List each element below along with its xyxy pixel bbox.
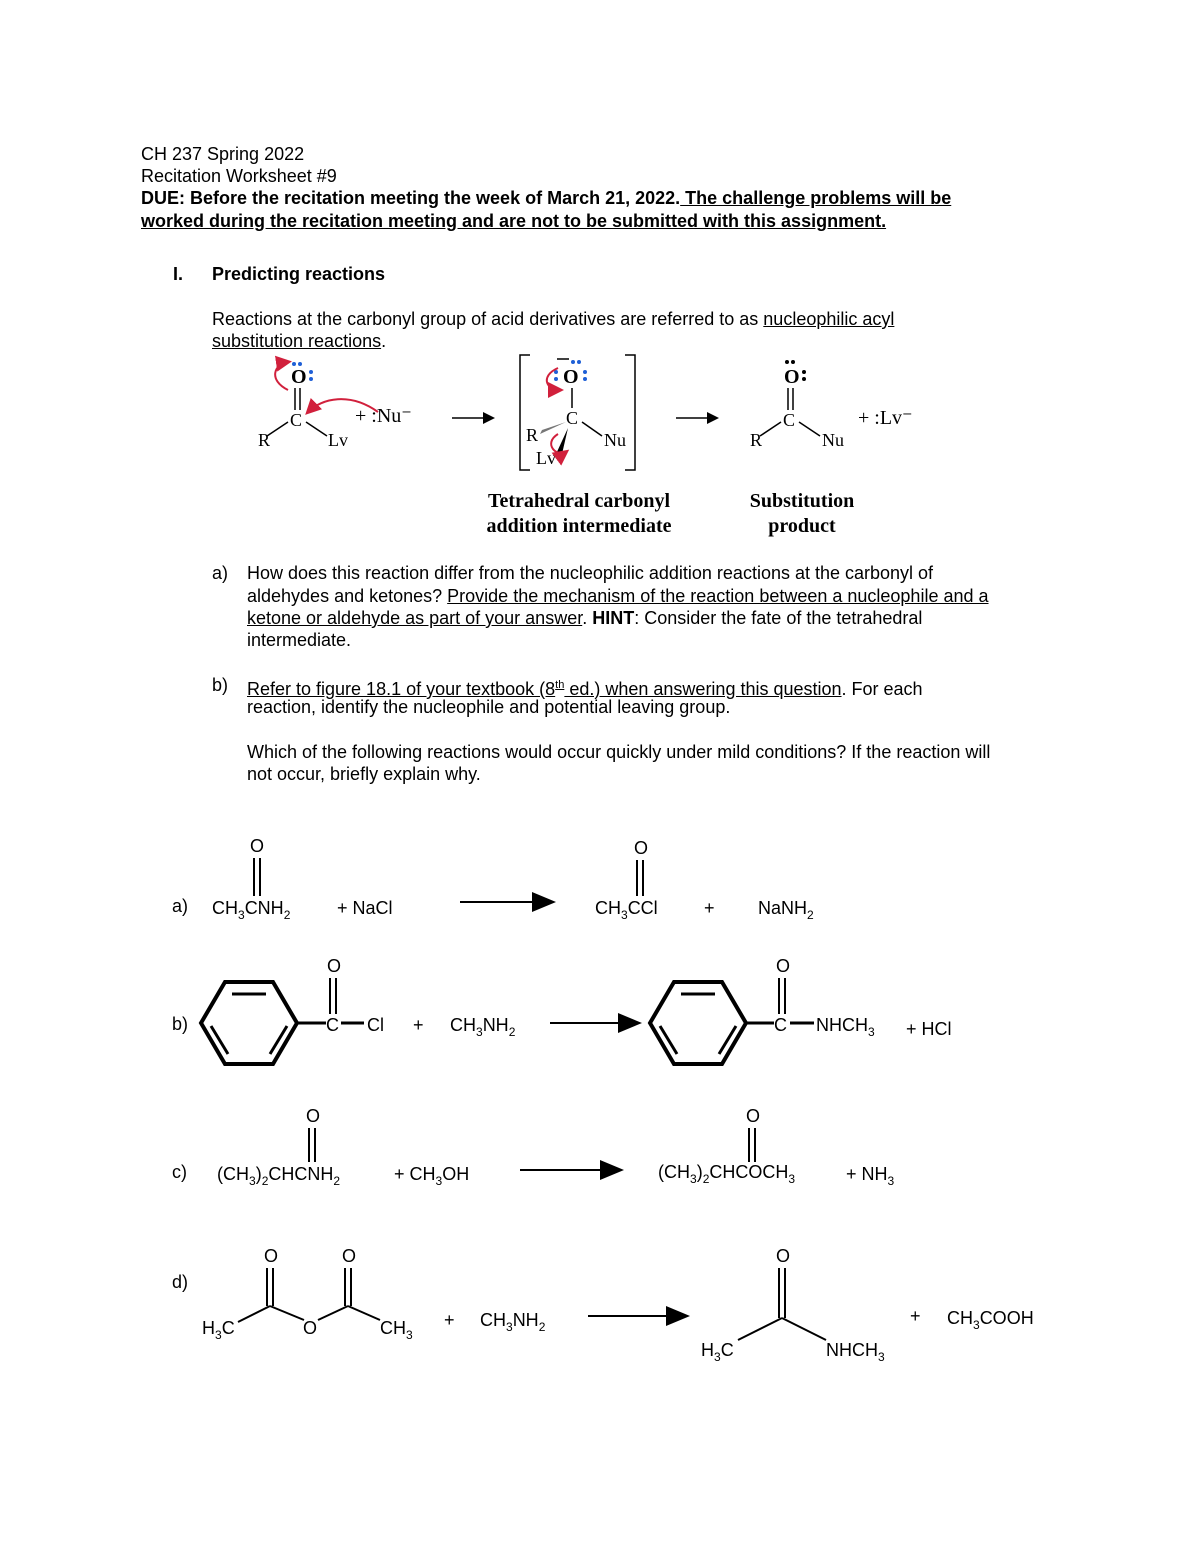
bond bbox=[270, 1306, 304, 1320]
bond bbox=[238, 1306, 270, 1322]
carbonyl-oxygen: O bbox=[250, 836, 265, 856]
reactant-r: R bbox=[258, 430, 271, 450]
bond bbox=[738, 1318, 782, 1340]
question-b-reference: ed.) when answering this question bbox=[564, 679, 842, 699]
reaction-b-plus: + bbox=[413, 1015, 424, 1035]
bond bbox=[582, 422, 602, 436]
reaction-a-plus: + bbox=[704, 898, 715, 918]
product-caption-2: product bbox=[768, 515, 836, 537]
reaction-d bbox=[172, 1246, 1034, 1364]
carbonyl-oxygen: O bbox=[746, 1106, 761, 1126]
question-a-text: aldehydes and ketones? bbox=[247, 586, 448, 606]
reaction-b-label: b) bbox=[172, 1014, 189, 1034]
reaction-c-reactant: $(CH_3)_2CHCNH_2$ bbox=[217, 1164, 341, 1188]
intermediate-r: R bbox=[526, 425, 539, 445]
carbonyl-oxygen: O bbox=[264, 1246, 279, 1266]
reaction-c bbox=[172, 1106, 895, 1188]
amide-methyl: $H_3C$ bbox=[701, 1340, 734, 1364]
reaction-a-byproduct: NaNH$_2$ bbox=[758, 898, 814, 922]
due-line bbox=[141, 187, 951, 210]
question-a-line-3 bbox=[247, 607, 922, 630]
intro-text: Reactions at the carbonyl group of acid derivatives are referred to as bbox=[212, 309, 764, 329]
question-b-reference: Refer to figure 18.1 of your textbook (8 bbox=[247, 679, 556, 699]
due-label: DUE: bbox=[141, 188, 185, 208]
reaction-b-byproduct: + HCl bbox=[906, 1019, 952, 1039]
question-b-label: b) bbox=[212, 675, 229, 695]
question-a-text: . bbox=[582, 608, 593, 628]
reaction-d-plus-2: + bbox=[910, 1306, 921, 1326]
challenge-text-2: worked during the recitation meeting and are not to be submitted with this assignment. bbox=[141, 211, 887, 231]
question-a-line-4: intermediate. bbox=[247, 630, 352, 650]
reactant-carbon: C bbox=[290, 410, 303, 430]
bracket-right bbox=[625, 355, 635, 470]
reactant-lv: Lv bbox=[328, 430, 348, 450]
lone-pair-dot bbox=[785, 360, 789, 364]
lone-pair-dot bbox=[791, 360, 795, 364]
question-a-label: a) bbox=[212, 563, 229, 583]
reaction-b-product-group: $NHCH_3$ bbox=[816, 1015, 875, 1039]
reaction-a-reagent: + NaCl bbox=[337, 898, 393, 918]
anhydride-oxygen: O bbox=[303, 1318, 318, 1338]
substitution-product bbox=[750, 360, 844, 450]
reaction-b bbox=[172, 956, 952, 1064]
reaction-a-reactant: $CH_3CNH_2$ bbox=[212, 898, 291, 922]
reaction-d-label: d) bbox=[172, 1272, 189, 1292]
carbonyl-oxygen: O bbox=[634, 838, 649, 858]
lone-pair-dot bbox=[571, 360, 575, 364]
reaction-c-reagent: + $CH_3OH$ bbox=[394, 1164, 470, 1188]
question-a-instruction: ketone or aldehyde as part of your answer bbox=[247, 608, 583, 628]
lone-pair-dot bbox=[583, 370, 587, 374]
electron-arrow bbox=[275, 362, 288, 390]
intermediate-carbon: C bbox=[566, 408, 579, 428]
lone-pair-dot bbox=[802, 377, 806, 381]
lone-pair-dot bbox=[309, 377, 313, 381]
reactions-figure bbox=[160, 830, 1080, 1370]
bond bbox=[306, 422, 327, 436]
intro-period: . bbox=[381, 331, 387, 351]
tetrahedral-intermediate bbox=[520, 355, 635, 470]
product-carbon: C bbox=[783, 410, 796, 430]
question-b-text: . For each bbox=[841, 679, 923, 699]
mechanism-scheme bbox=[240, 350, 960, 545]
worksheet-title: Recitation Worksheet #9 bbox=[141, 166, 337, 186]
question-a-line-1: How does this reaction differ from the nucleophilic addition reactions at the carbonyl of bbox=[247, 563, 934, 583]
lone-pair-dot bbox=[298, 362, 302, 366]
product-caption-1: Substitution bbox=[749, 490, 855, 512]
nucleophile: + :Nu⁻ bbox=[355, 405, 412, 427]
anhydride-methyl-right: $CH_3$ bbox=[380, 1318, 413, 1342]
course-title: CH 237 Spring 2022 bbox=[141, 144, 305, 164]
hashed-bond bbox=[540, 422, 566, 434]
section-title: Predicting reactions bbox=[212, 264, 386, 284]
carbonyl-oxygen: O bbox=[327, 956, 342, 976]
superscript: th bbox=[555, 679, 565, 691]
reaction-c-product: $(CH_3)_2CHCOCH_3$ bbox=[658, 1162, 796, 1186]
bracket-left bbox=[520, 355, 530, 470]
reaction-c-label: c) bbox=[172, 1162, 187, 1182]
reactant-oxygen: O bbox=[291, 366, 307, 388]
intermediate-oxygen: O bbox=[563, 366, 579, 388]
reaction-a-product: $CH_3CCl$ bbox=[595, 898, 658, 922]
hint-text: : Consider the fate of the tetrahedral bbox=[634, 608, 923, 628]
lone-pair-dot bbox=[802, 370, 806, 374]
reaction-a-label: a) bbox=[172, 896, 189, 916]
reaction-a bbox=[172, 836, 814, 922]
electron-arrow bbox=[547, 368, 560, 390]
ring-double-bond bbox=[660, 1026, 677, 1054]
product-oxygen: O bbox=[784, 366, 800, 388]
carbonyl-oxygen: O bbox=[776, 956, 791, 976]
bond bbox=[799, 422, 820, 436]
product-nu: Nu bbox=[822, 430, 844, 450]
intro-term-2: substitution reactions bbox=[212, 331, 382, 351]
bond bbox=[318, 1306, 348, 1320]
intermediate-nu: Nu bbox=[604, 430, 626, 450]
hint-label: HINT bbox=[592, 608, 635, 628]
intermediate-caption-2: addition intermediate bbox=[486, 515, 672, 537]
question-a-line-2 bbox=[247, 585, 989, 608]
question-b-line-4: not occur, briefly explain why. bbox=[247, 764, 481, 784]
reaction-b-product-carbon: C bbox=[774, 1015, 787, 1035]
intermediate-lv: Lv bbox=[536, 448, 556, 468]
reaction-b-chlorine: Cl bbox=[367, 1015, 384, 1035]
challenge-text-1: The challenge problems will be bbox=[680, 188, 952, 208]
lone-pair-dot bbox=[577, 360, 581, 364]
amide-nhch3: $NHCH_3$ bbox=[826, 1340, 885, 1364]
reaction-b-carbon: C bbox=[326, 1015, 339, 1035]
reaction-b-reagent: $CH_3NH_2$ bbox=[450, 1015, 516, 1039]
reaction-d-plus: + bbox=[444, 1310, 455, 1330]
intermediate-caption-1: Tetrahedral carbonyl bbox=[487, 490, 671, 512]
section-number: I. bbox=[173, 264, 184, 284]
reaction-d-byproduct: $CH_3COOH$ bbox=[947, 1308, 1034, 1332]
lone-pair-dot bbox=[292, 362, 296, 366]
question-b-line-3: Which of the following reactions would occur quickly under mild conditions? If the reaction will bbox=[247, 742, 991, 762]
reaction-c-byproduct: + $NH_3$ bbox=[846, 1164, 895, 1188]
carbonyl-oxygen: O bbox=[342, 1246, 357, 1266]
intro-line-1 bbox=[212, 308, 894, 331]
product-r: R bbox=[750, 430, 763, 450]
reaction-d-reagent: $CH_3NH_2$ bbox=[480, 1310, 546, 1334]
due-text: Before the recitation meeting the week of March 21, 2022. bbox=[185, 188, 681, 208]
lone-pair-dot bbox=[583, 377, 587, 381]
wedge-bond bbox=[556, 428, 568, 454]
bond bbox=[782, 1318, 826, 1340]
bond bbox=[348, 1306, 380, 1320]
ring-double-bond bbox=[211, 1026, 228, 1054]
intro-term-1: nucleophilic acyl bbox=[763, 309, 895, 329]
anhydride-methyl-left: $H_3C$ bbox=[202, 1318, 235, 1342]
lone-pair-dot bbox=[554, 377, 558, 381]
lone-pair-dot bbox=[309, 370, 313, 374]
carbonyl-oxygen: O bbox=[776, 1246, 791, 1266]
leaving-group: + :Lv⁻ bbox=[858, 407, 913, 429]
carbonyl-oxygen: O bbox=[306, 1106, 321, 1126]
ring-double-bond bbox=[270, 1026, 287, 1054]
question-a-instruction: Provide the mechanism of the reaction between a nucleophile and a bbox=[447, 586, 989, 606]
bond bbox=[267, 422, 288, 436]
ring-double-bond bbox=[719, 1026, 736, 1054]
question-b-line-2: reaction, identify the nucleophile and potential leaving group. bbox=[247, 697, 731, 717]
bond bbox=[760, 422, 781, 436]
